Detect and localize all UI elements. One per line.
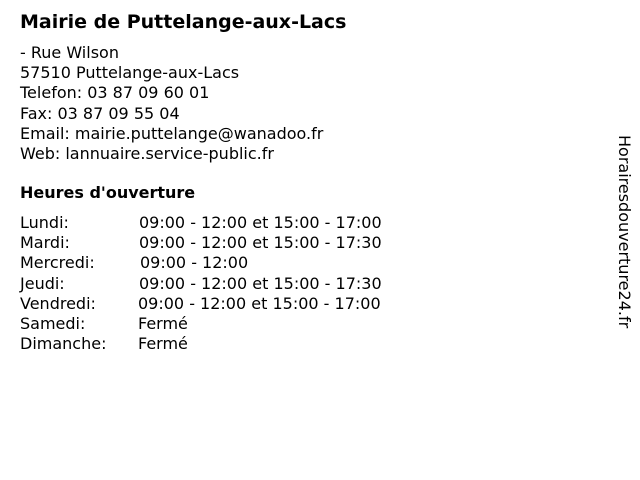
contact-block <box>20 43 323 164</box>
day-label: Dimanche: <box>20 334 107 354</box>
day-label: Jeudi: <box>20 273 65 293</box>
day-label: Samedi: <box>20 313 86 333</box>
opening-time: 09:00 - 12:00 et 15:00 - 17:30 <box>139 233 382 253</box>
fax-number: Fax: 03 87 09 55 04 <box>20 103 180 123</box>
opening-time: Fermé <box>138 313 188 333</box>
day-label: Mercredi: <box>20 253 95 273</box>
opening-time: 09:00 - 12:00 et 15:00 - 17:00 <box>138 293 381 313</box>
opening-time: 09:00 - 12:00 et 15:00 - 17:30 <box>139 273 382 293</box>
website: Web: lannuaire.service-public.fr <box>20 143 274 163</box>
day-label: Lundi: <box>20 213 69 232</box>
site-watermark: Horairesdouverture24.fr <box>615 135 634 329</box>
email-address: Email: mairie.puttelange@wanadoo.fr <box>20 123 324 143</box>
opening-time: 09:00 - 12:00 <box>140 253 249 273</box>
phone-number: Telefon: 03 87 09 60 01 <box>20 83 210 103</box>
day-label: Vendredi: <box>20 293 96 313</box>
page-title: Mairie de Puttelange-aux-Lacs <box>20 11 347 33</box>
street-address: - Rue Wilson <box>20 43 119 62</box>
hours-heading: Heures d'ouverture <box>20 183 196 202</box>
opening-time: Fermé <box>138 334 188 354</box>
city-address: 57510 Puttelange-aux-Lacs <box>20 63 240 83</box>
opening-time: 09:00 - 12:00 et 15:00 - 17:00 <box>139 213 382 232</box>
day-label: Mardi: <box>20 233 70 253</box>
